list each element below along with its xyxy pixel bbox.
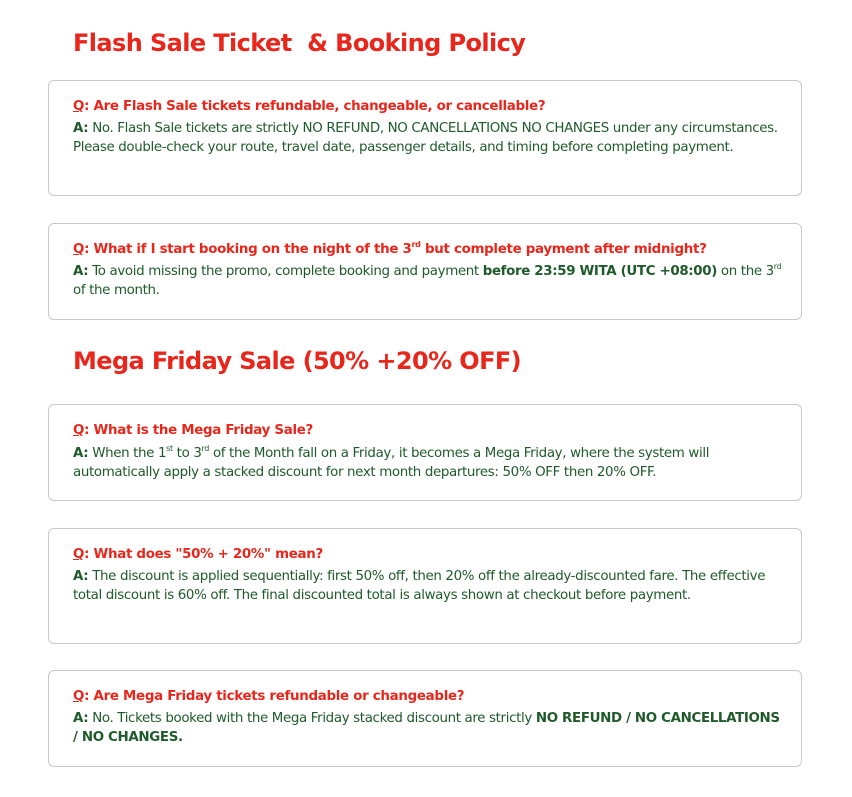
q-prefix: Q	[73, 242, 85, 257]
question-text: : What does "50% + 20%" mean?	[84, 547, 323, 562]
q-prefix: Q	[73, 423, 85, 438]
question-text: : Are Mega Friday tickets refundable or changeable?	[84, 689, 465, 704]
answer-text-part1: No. Tickets booked with the Mega Friday stacked discount are strictly	[88, 711, 536, 726]
q-prefix: Q	[73, 689, 85, 704]
faq-card-mega-meaning	[48, 528, 802, 644]
question-text: : Are Flash Sale tickets refundable, changeable, or cancellable?	[84, 99, 546, 114]
faq-question	[73, 545, 323, 564]
q-prefix: Q	[73, 547, 85, 562]
answer-policy-bold: NO REFUND / NO CANCELLATIONS / NO CHANGES.	[73, 711, 780, 745]
faq-answer	[73, 444, 783, 482]
faq-answer	[73, 262, 783, 300]
answer-text-part2: on the 3	[717, 264, 774, 279]
faq-card-flash-midnight	[48, 223, 802, 320]
answer-text-part3: of the month.	[73, 283, 160, 298]
faq-answer	[73, 119, 783, 157]
q-prefix: Q	[73, 99, 85, 114]
answer-deadline: before 23:59 WITA (UTC +08:00)	[482, 264, 717, 279]
answer-text: No. Flash Sale tickets are strictly NO REFUND, NO CANCELLATIONS NO CHANGES under any circumstances. Please double-check your route, travel date, passenger details, and timing before completing payment.	[73, 121, 778, 155]
question-text-part2: but complete payment after midnight?	[420, 242, 707, 257]
a-prefix: A:	[73, 264, 89, 279]
a-prefix: A:	[73, 711, 89, 726]
faq-question	[73, 687, 464, 706]
answer-text-part3: of the Month fall on a Friday, it becomes a Mega Friday, where the system will automatically apply a stacked discount for next month departures: 50% OFF then 20% OFF.	[73, 446, 710, 480]
answer-text: The discount is applied sequentially: first 50% off, then 20% off the already-discounted fare. The effective total discount is 60% off. The final discounted total is always shown at checkout before payment.	[73, 569, 766, 603]
answer-text-part1: To avoid missing the promo, complete booking and payment	[88, 264, 483, 279]
faq-answer	[73, 567, 783, 605]
answer-text-part2: to 3	[172, 446, 202, 461]
faq-answer	[73, 709, 783, 747]
section-title-flash-sale: Flash Sale Ticket & Booking Policy	[73, 29, 526, 57]
a-prefix: A:	[73, 569, 89, 584]
faq-question	[73, 97, 545, 116]
faq-card-mega-what	[48, 404, 802, 501]
answer-superscript-2: rd	[201, 443, 210, 453]
faq-question	[73, 421, 313, 440]
a-prefix: A:	[73, 121, 89, 136]
faq-card-flash-refund	[48, 80, 802, 196]
question-text-part1: : What if I start booking on the night of the 3	[84, 242, 412, 257]
faq-question	[73, 240, 707, 259]
question-text: : What is the Mega Friday Sale?	[84, 423, 314, 438]
a-prefix: A:	[73, 446, 89, 461]
answer-text-part1: When the 1	[88, 446, 167, 461]
faq-card-mega-refund	[48, 670, 802, 767]
question-superscript: rd	[411, 239, 421, 249]
section-title-mega-friday: Mega Friday Sale (50% +20% OFF)	[73, 347, 522, 375]
answer-superscript-1: st	[166, 443, 173, 453]
answer-superscript: rd	[773, 261, 782, 271]
